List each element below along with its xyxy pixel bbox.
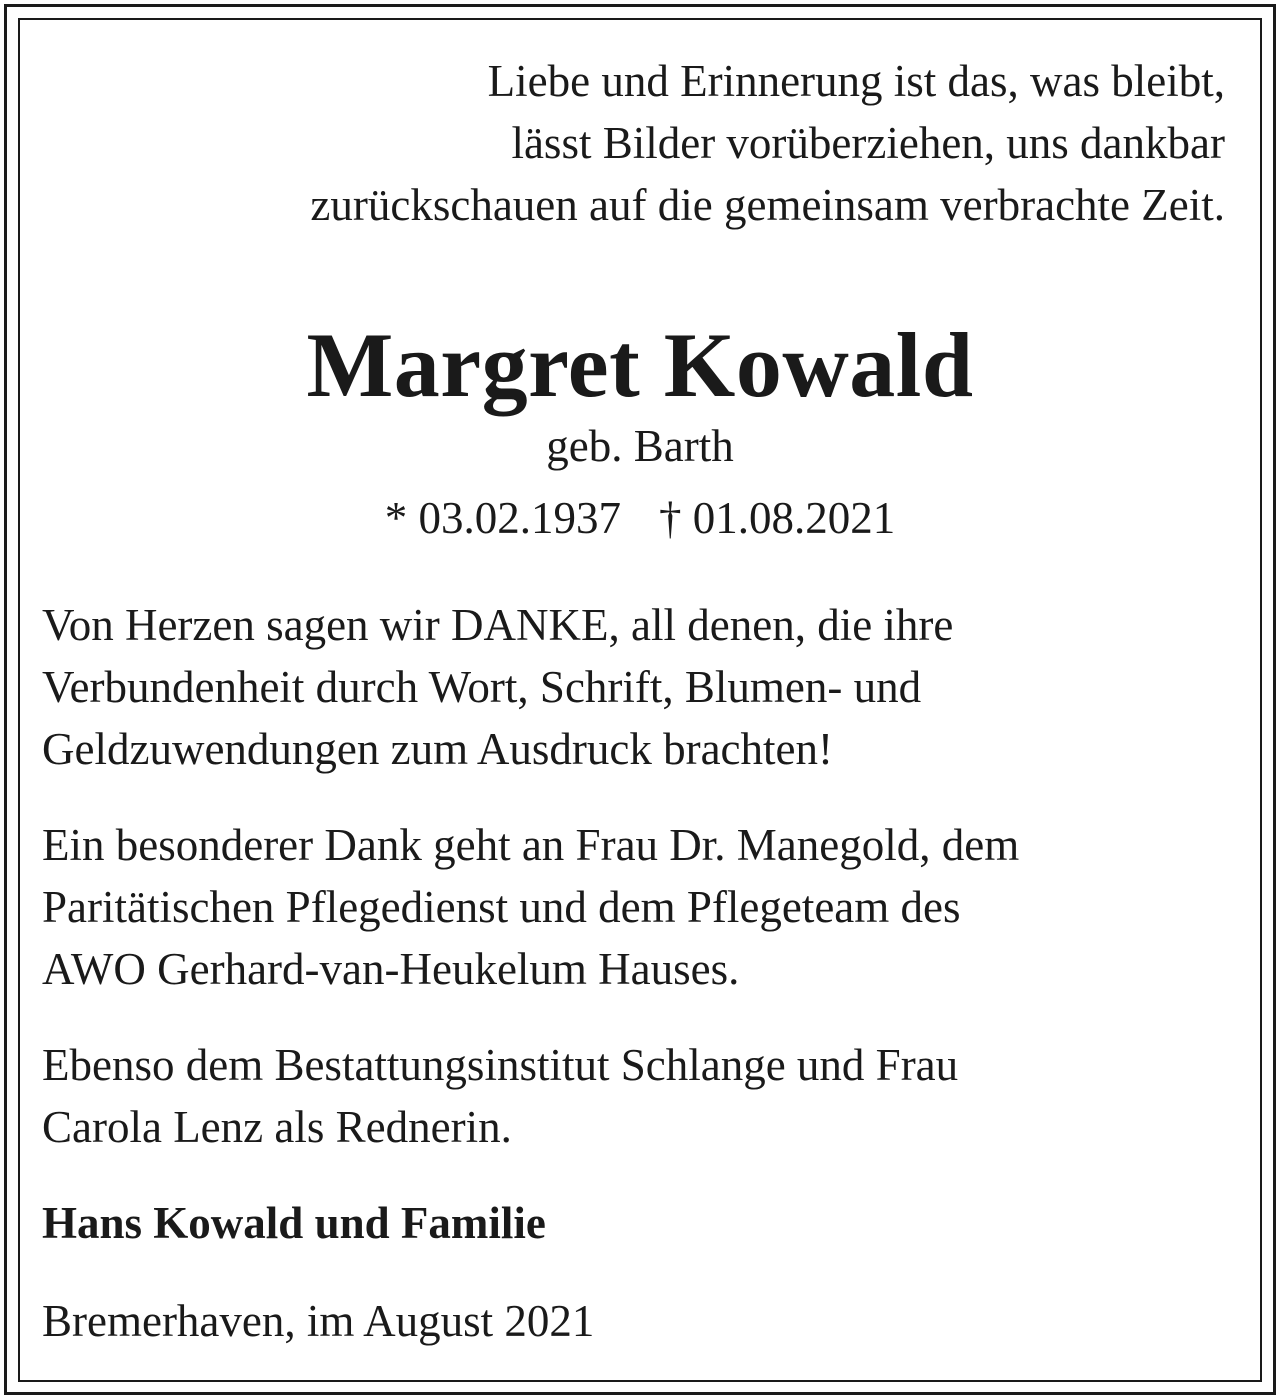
additional-thanks-paragraph bbox=[42, 1034, 1240, 1158]
poem-line: zurückschauen auf die gemeinsam verbrachte Zeit. bbox=[310, 180, 1225, 230]
paragraph-line: Geldzuwendungen zum Ausdruck brachten! bbox=[42, 724, 833, 774]
thanks-paragraph bbox=[42, 594, 1240, 780]
paragraph-line: Ebenso dem Bestattungsinstitut Schlange und Frau bbox=[42, 1040, 959, 1090]
place-and-date: Bremerhaven, im August 2021 bbox=[42, 1296, 595, 1346]
deceased-name: Margret Kowald bbox=[306, 314, 974, 416]
special-thanks-paragraph bbox=[42, 814, 1240, 1000]
paragraph-line: Ein besonderer Dank geht an Frau Dr. Manegold, dem bbox=[42, 820, 1020, 870]
paragraph-line: Verbundenheit durch Wort, Schrift, Blumen- und bbox=[42, 662, 922, 712]
life-dates bbox=[0, 488, 1280, 548]
paragraph-line: Carola Lenz als Rednerin. bbox=[42, 1102, 512, 1152]
memorial-poem bbox=[60, 50, 1225, 236]
poem-line: Liebe und Erinnerung ist das, was bleibt, bbox=[487, 56, 1225, 106]
paragraph-line: Paritätischen Pflegedienst und dem Pflegeteam des bbox=[42, 882, 961, 932]
paragraph-line: AWO Gerhard-van-Heukelum Hauses. bbox=[42, 944, 740, 994]
birth-date: * 03.02.1937 bbox=[384, 493, 621, 543]
paragraph-line: Von Herzen sagen wir DANKE, all denen, die ihre bbox=[42, 600, 954, 650]
family-signature: Hans Kowald und Familie bbox=[42, 1198, 546, 1248]
death-date: † 01.08.2021 bbox=[659, 493, 896, 543]
birth-name: geb. Barth bbox=[546, 421, 734, 471]
poem-line: lässt Bilder vorüberziehen, uns dankbar bbox=[511, 118, 1225, 168]
